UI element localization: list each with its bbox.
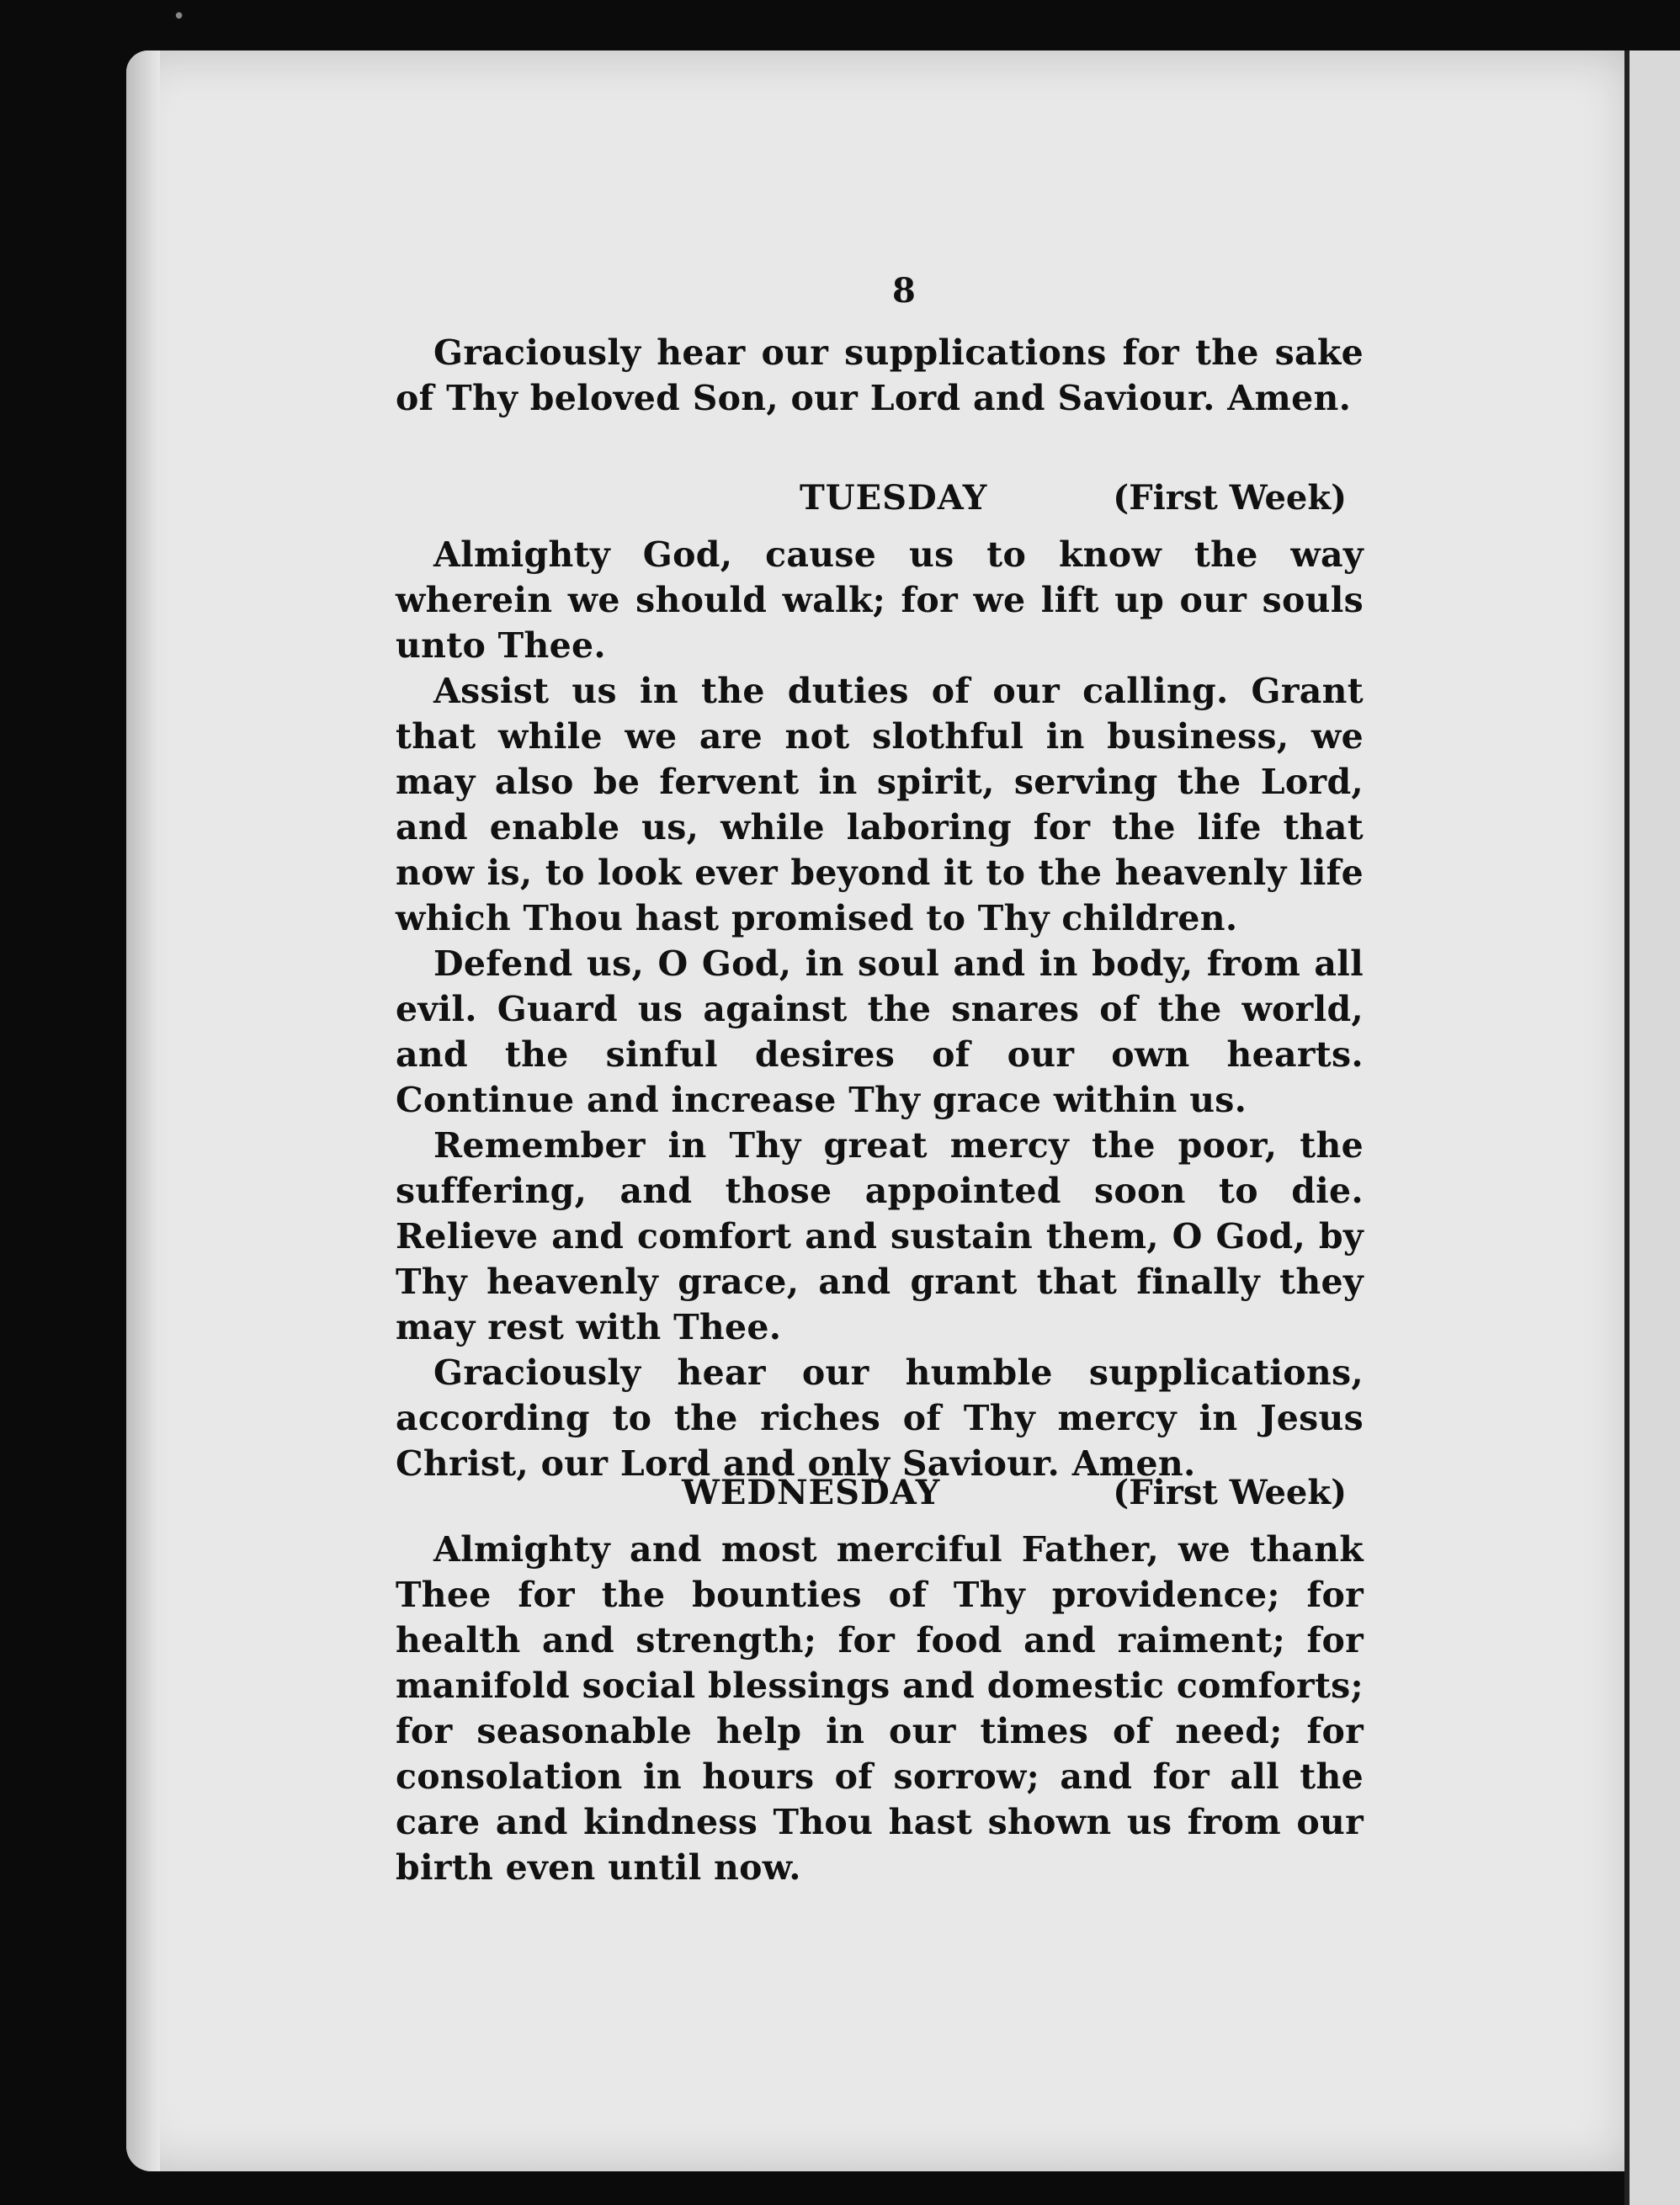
opening-paragraph: Graciously hear our supplications for the sake of Thy beloved Son, our Lord and Saviour. Amen. (396, 332, 1364, 418)
wednesday-prayer (396, 1527, 1364, 1890)
paragraph: Almighty God, cause us to know the way wherein we should walk; for we lift up our souls unto Thee. (396, 534, 1364, 666)
scan-speck: • (173, 4, 186, 29)
opening-paragraph-block (396, 330, 1364, 421)
section-day: WEDNESDAY (682, 1473, 941, 1512)
page-number: 8 (892, 271, 916, 311)
section-day: TUESDAY (800, 478, 988, 518)
tuesday-prayer (396, 532, 1364, 1486)
adjacent-page-edge (1624, 50, 1680, 2205)
paragraph: Remember in Thy great mercy the poor, the suffering, and those appointed soon to die. Relieve and comfort and sustain them, O God, by Thy heavenly grace, and grant that finally they may rest with Thee. (396, 1125, 1364, 1347)
paragraph: Defend us, O God, in soul and in body, from all evil. Guard us against the snares of the world, and the sinful desires of our own hearts. Continue and increase Thy grace within us. (396, 943, 1364, 1120)
section-week: (First Week) (1113, 478, 1347, 518)
section-heading-tuesday (396, 478, 1364, 523)
section-heading-wednesday (396, 1473, 1364, 1518)
paragraph: Almighty and most merciful Father, we thank Thee for the bounties of Thy providence; for health and strength; for food and raiment; for manifold social blessings and domestic comforts; for seasonable help in our times of need; for consolation in hours of sorrow; and for all the care and kindness Thou hast shown us from our birth even until now. (396, 1529, 1364, 1888)
section-week: (First Week) (1113, 1473, 1347, 1512)
paragraph: Assist us in the duties of our calling. Grant that while we are not slothful in business, we may also be fervent in spirit, serving the Lord, and enable us, while laboring for the life that now is, to look ever beyond it to the heavenly life which Thou hast promised to Thy children. (396, 671, 1364, 938)
paragraph: Graciously hear our humble supplications, according to the riches of Thy mercy in Jesus Christ, our Lord and only Saviour. Amen. (396, 1352, 1364, 1484)
